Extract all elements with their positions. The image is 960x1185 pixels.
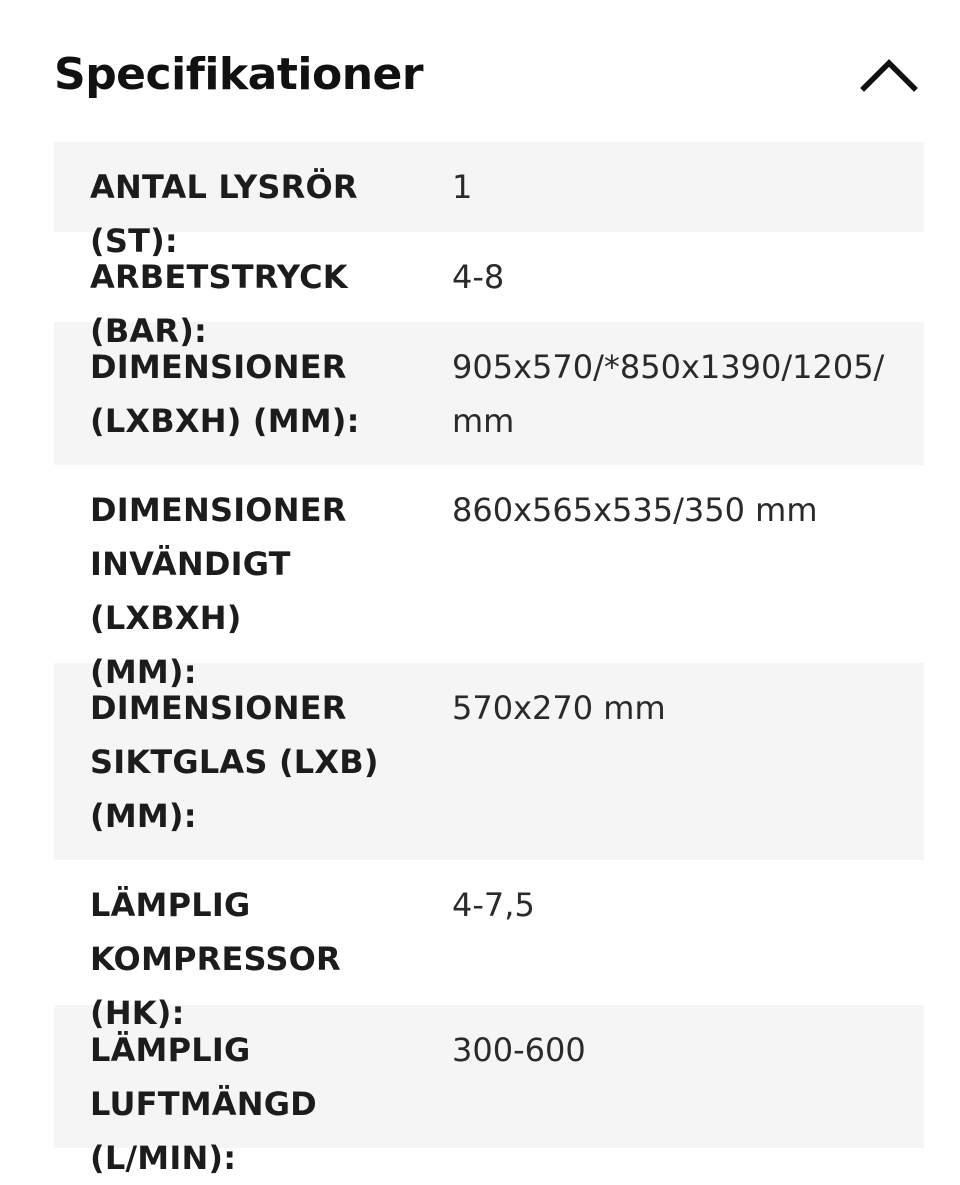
section-title: Specifikationer	[54, 49, 424, 100]
spec-label: DIMENSIONER (LXBXH) (MM):	[90, 348, 360, 440]
spec-row	[54, 465, 924, 691]
spec-label: LÄMPLIG KOMPRESSOR (HK):	[90, 886, 341, 1032]
spec-value: 1	[452, 168, 473, 206]
spec-label: DIMENSIONER INVÄNDIGT (LXBXH) (MM):	[90, 491, 347, 691]
spec-row	[54, 860, 924, 1032]
specifications-header[interactable]	[54, 38, 924, 112]
spec-row	[54, 663, 924, 860]
specifications-table	[54, 142, 924, 1177]
spec-value: 905x570/*850x1390/1205/ mm	[452, 348, 885, 440]
spec-label: ARBETSTRYCK (BAR):	[90, 258, 348, 350]
spec-value: 860x565x535/350 mm	[452, 491, 818, 529]
spec-label: LÄMPLIG LUFTMÄNGD (L/MIN):	[90, 1031, 317, 1177]
spec-label: DIMENSIONER SIKTGLAS (LXB) (MM):	[90, 689, 379, 835]
spec-value: 4-7,5	[452, 886, 535, 924]
spec-value: 570x270 mm	[452, 689, 666, 727]
spec-value: 300-600	[452, 1031, 586, 1069]
spec-row	[54, 322, 924, 465]
spec-row	[54, 1005, 924, 1177]
chevron-up-icon[interactable]	[860, 54, 918, 94]
spec-row	[54, 142, 924, 260]
spec-label: ANTAL LYSRÖR (ST):	[90, 168, 358, 260]
spec-value: 4-8	[452, 258, 505, 296]
